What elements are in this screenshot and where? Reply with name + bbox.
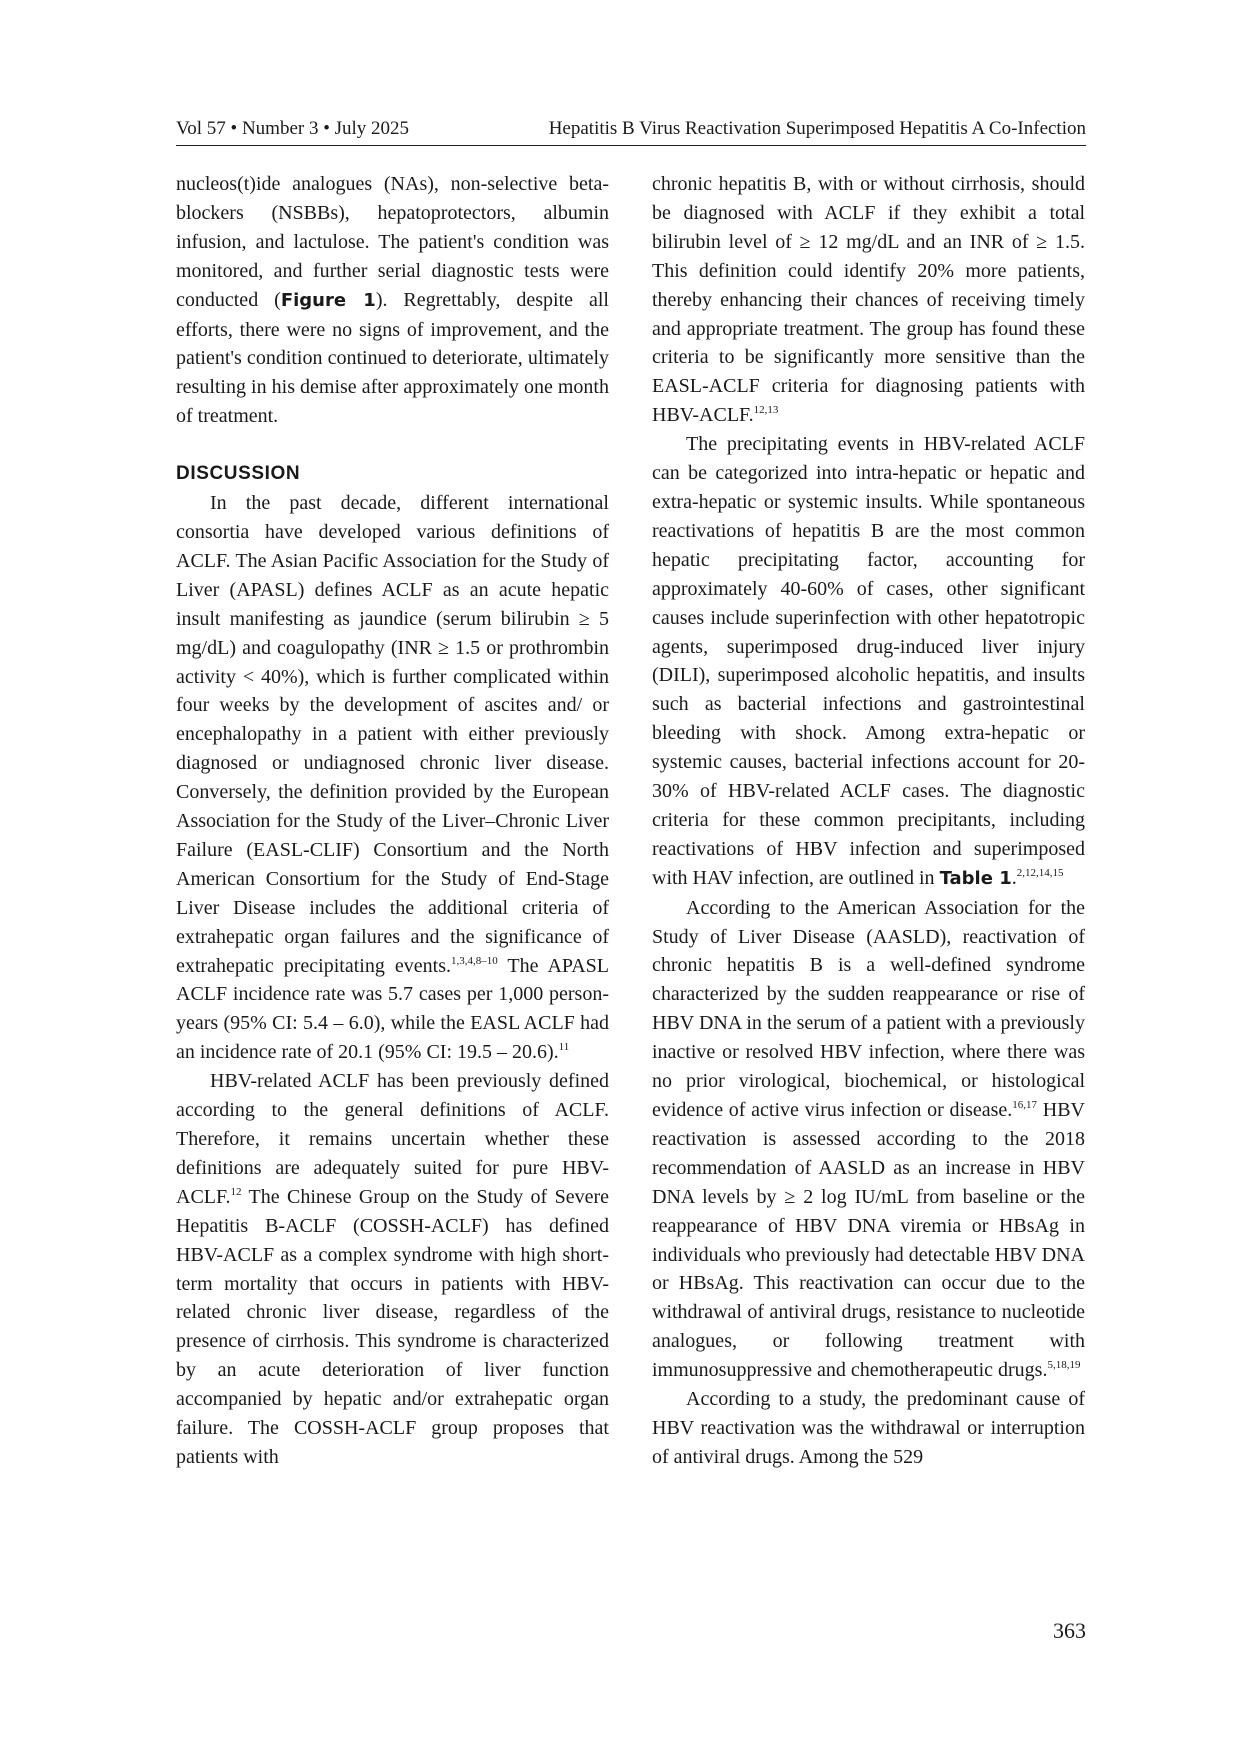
paragraph: According to a study, the predominant cause of HBV reactivation was the withdrawal or interruption of antiviral drugs. Among the 529 xyxy=(652,1388,1085,1468)
paragraph: The precipitating events in HBV-related ACLF can be categorized into intra-hepatic or hepatic and extra-hepatic or systemic insults. While spontaneous reactivations of hepatitis B are the most common hepatic precipitating factor, accounting for approximately 40-60% of cases, other significant causes include superinfection with other hepatotropic agents, superimposed drug-induced liver injury (DILI), superimposed alcoholic hepatitis, and insults such as bacterial infections and gastrointestinal bleeding with shock. Among extra-hepatic or systemic causes, bacterial infections account for 20-30% of HBV-related ACLF cases. The diagnostic criteria for these common precipitants, including reactivations of HBV infection and superimposed with HAV infection, are outlined in Table 1.$^{2,12,14,15}$ xyxy=(652,433,1085,889)
figure-reference[interactable]: Figure 1 xyxy=(280,289,376,311)
article-short-title: Hepatitis B Virus Reactivation Superimposed Hepatitis A Co-Infection xyxy=(548,118,1086,139)
citation[interactable]: 1,3,4,8–10 xyxy=(450,954,498,967)
citation[interactable]: 12,13 xyxy=(753,404,779,417)
table-reference[interactable]: Table 1 xyxy=(939,867,1012,889)
paragraph: nucleos(t)ide analogues (NAs), non-selective beta-blockers (NSBBs), hepatoprotectors, albumin infusion, and lactulose. The patient's condition was monitored, and further serial diagnostic tests were conducted (Figure 1). Regrettably, despite all efforts, there were no signs of improvement, and the patient's condition continued to deteriorate, ultimately resulting in his demise after approximately one month of treatment. xyxy=(176,173,609,428)
citation[interactable]: 12 xyxy=(230,1185,242,1198)
left-column xyxy=(176,170,609,1472)
journal-issue: Vol 57 • Number 3 • July 2025 xyxy=(176,118,410,139)
paragraph: In the past decade, different international consortia have developed various definitions of ACLF. The Asian Pacific Association for the Study of Liver (APASL) defines ACLF as an acute hepatic insult manifesting as jaundice (serum bilirubin ≥ 5 mg/dL) and coagulopathy (INR ≥ 1.5 or prothrombin activity < 40%), which is further complicated within four weeks by the development of ascites and/ or encephalopathy in a patient with either previously diagnosed or undiagnosed chronic liver disease. Conversely, the definition provided by the European Association for the Study of the Liver–Chronic Liver Failure (EASL-CLIF) Consortium and the North American Consortium for the Study of End-Stage Liver Disease includes the additional criteria of extrahepatic organ failures and the significance of extrahepatic precipitating events.$^{1,3,4,8-10}$ The APASL ACLF incidence rate was 5.7 cases per 1,000 person-years (95% CI: 5.4 – 6.0), while the EASL ACLF had an incidence rate of 20.1 (95% CI: 19.5 – 20.6).$^{11}$ xyxy=(176,492,609,1064)
paragraph: HBV-related ACLF has been previously defined according to the general definitions of ACLF. Therefore, it remains uncertain whether these definitions are adequately suited for pure HBV-ACLF.$^{12}$ The Chinese Group on the Study of Severe Hepatitis B-ACLF (COSSH-ACLF) has defined HBV-ACLF as a complex syndrome with high short-term mortality that occurs in patients with HBV-related chronic liver disease, regardless of the presence of cirrhosis. This syndrome is characterized by an acute deterioration of liver function accompanied by hepatic and/or extrahepatic organ failure. The COSSH-ACLF group proposes that patients with xyxy=(176,1070,609,1468)
page-number: 363 xyxy=(1053,1618,1086,1643)
citation[interactable]: 2,12,14,15 xyxy=(1016,866,1064,879)
running-header xyxy=(176,117,1086,146)
paragraph: According to the American Association for the Study of Liver Disease (AASLD), reactivation of chronic hepatitis B is a well-defined syndrome characterized by the sudden reappearance or rise of HBV DNA in the serum of a patient with a previously inactive or resolved HBV infection, where there was no prior virological, biochemical, or histological evidence of active virus infection or disease.$^{16,17}$ HBV reactivation is assessed according to the 2018 recommendation of AASLD as an increase in HBV DNA levels by ≥ 2 log IU/mL from baseline or the reappearance of HBV DNA viremia or HBsAg in individuals who previously had detectable HBV DNA or HBsAg. This reactivation can occur due to the withdrawal of antiviral drugs, resistance to nucleotide analogues, or following treatment with immunosuppressive and chemotherapeutic drugs.$^{5,18,19}$ xyxy=(652,896,1085,1382)
right-column xyxy=(652,170,1085,1472)
citation[interactable]: 5,18,19 xyxy=(1047,1359,1081,1372)
citation[interactable]: 11 xyxy=(558,1041,570,1054)
section-heading: DISCUSSION xyxy=(176,463,301,485)
citation[interactable]: 16,17 xyxy=(1012,1099,1038,1111)
paragraph: chronic hepatitis B, with or without cirrhosis, should be diagnosed with ACLF if they exhibit a total bilirubin level of ≥ 12 mg/dL and an INR of ≥ 1.5. This definition could identify 20% more patients, thereby enhancing their chances of receiving timely and appropriate treatment. The group has found these criteria to be significantly more sensitive than the EASL-ACLF criteria for diagnosing patients with HBV-ACLF.$^{12,13}$ xyxy=(652,173,1085,427)
